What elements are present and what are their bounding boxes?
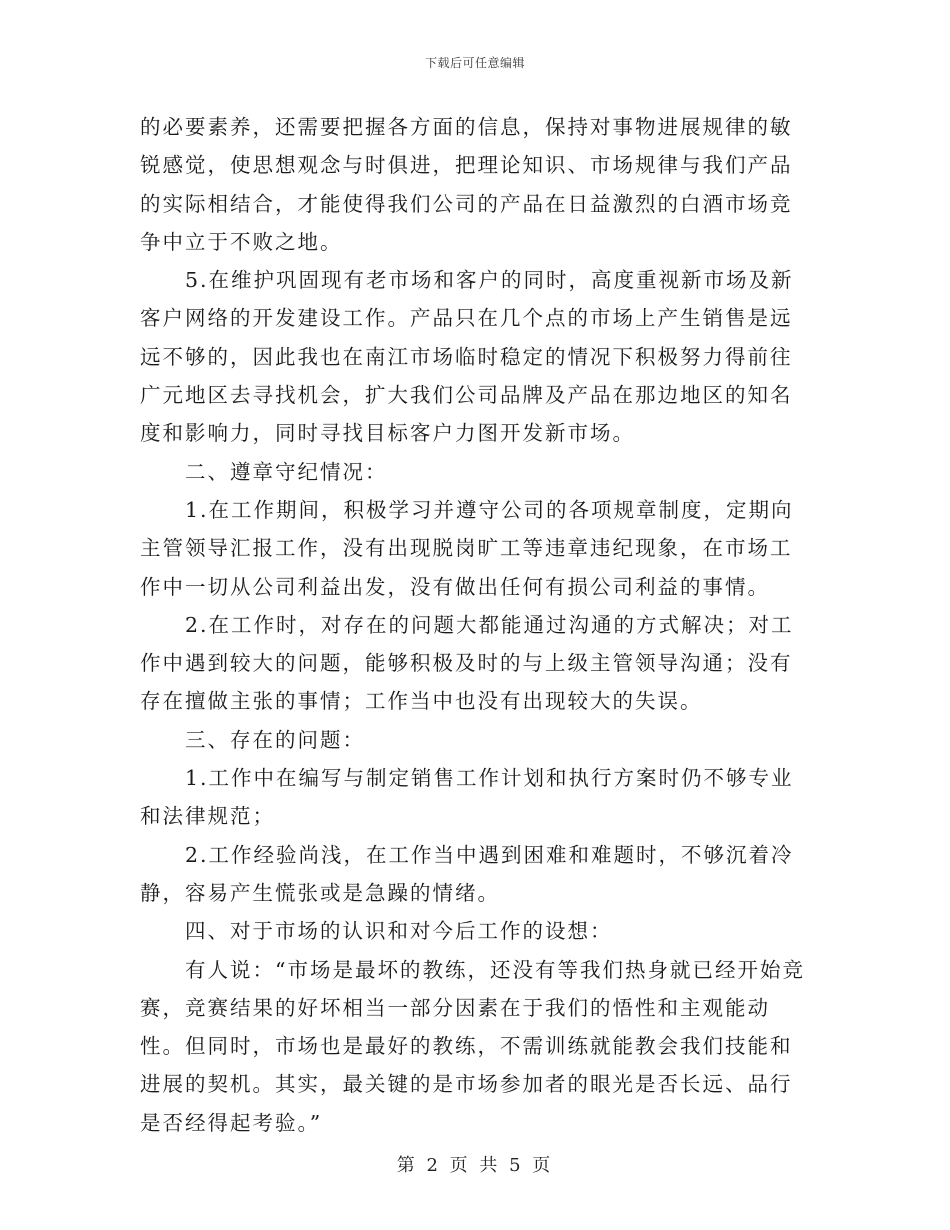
paragraph: 有人说：“市场是最坏的教练，还没有等我们热身就已经开始竞赛，竞赛结果的好坏相当一部分因素在于我们的悟性和主观能动性。但同时，市场也是最好的教练，不需训练就能教会我们技能和进展的契机。其实，最关键的是市场参加者的眼光是否长远、品行是否经得起考验。” (140, 957, 805, 1135)
paragraph: 1.在工作期间，积极学习并遵守公司的各项规章制度，定期向主管领导汇报工作，没有出现脱岗旷工等违章违纪现象，在市场工作中一切从公司利益出发，没有做出任何有损公司利益的事情。 (140, 497, 794, 599)
page-header: 下载后可任意编辑 (424, 56, 525, 70)
paragraph: 5.在维护巩固现有老市场和客户的同时，高度重视新市场及新客户网络的开发建设工作。产品只在几个点的市场上产生销售是远远不够的，因此我也在南江市场临时稳定的情况下积极努力得前往广元地区去寻找机会，扩大我们公司品牌及产品在那边地区的知名度和影响力，同时寻找目标客户力图开发新市场。 (140, 268, 794, 446)
section-heading: 三、存在的问题： (185, 727, 365, 752)
document-body (140, 108, 810, 1142)
paragraph: 2.工作经验尚浅，在工作当中遇到困难和难题时，不够沉着冷静，容易产生慌张或是急躁的情绪。 (140, 842, 794, 905)
paragraph: 1.工作中在编写与制定销售工作计划和执行方案时仍不够专业和法律规范； (140, 766, 794, 829)
page-number-footer: 第 2 页 共 5 页 (396, 1155, 554, 1176)
section-heading: 二、遵章守纪情况： (185, 459, 388, 484)
paragraph: 的必要素养，还需要把握各方面的信息，保持对事物进展规律的敏锐感觉，使思想观念与时俱进，把理论知识、市场规律与我们产品的实际相结合，才能使得我们公司的产品在日益激烈的白酒市场竞争中立于不败之地。 (140, 115, 793, 254)
section-heading: 四、对于市场的认识和对今后工作的设想： (185, 919, 613, 944)
paragraph: 2.在工作时，对存在的问题大都能通过沟通的方式解决；对工作中遇到较大的问题，能够积极及时的与上级主管领导沟通；没有存在擅做主张的事情；工作当中也没有出现较大的失误。 (140, 612, 794, 714)
